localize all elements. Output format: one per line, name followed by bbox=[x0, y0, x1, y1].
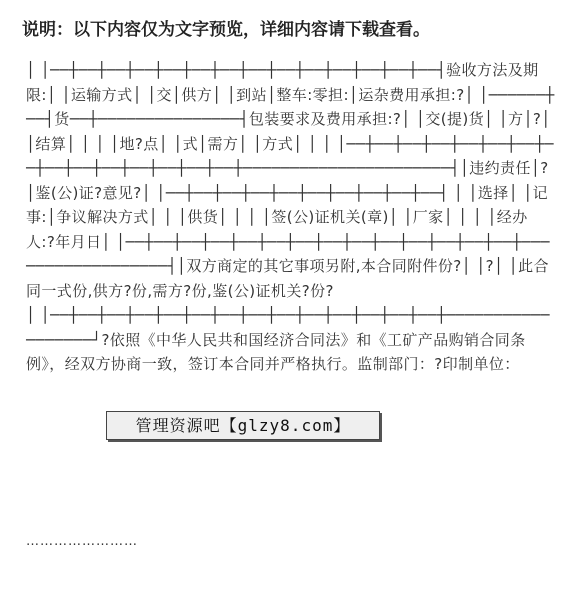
preview-notice: 说明：以下内容仅为文字预览，详细内容请下载查看。 bbox=[22, 20, 430, 40]
site-watermark: 管理资源吧【glzy8.com】 bbox=[106, 411, 380, 440]
document-body bbox=[26, 58, 556, 377]
contract-paragraph: │ │──┼──┼──┼──┼──┼──┼──┼──┼──┼──┼──┼──┼──┼──┼──────────────────┘?依照《中华人民共和国经济合同法》和《工矿产品购销合同条例》，经双方协商一致，签订本合同并严格执行。监制部门：?印制单位： bbox=[26, 306, 550, 373]
contract-paragraph: │ │──┼──┼──┼──┼──┼──┼──┼──┼──┼──┼──┼──┼──┼──┤验收方法及期限:│ │运输方式│ │交│供方│ │到站│整车:零担:│运杂费用承担:?│ │──────┼──┤货──┼───────────────┤包装要求及费用承担:?│ │交(提)货│ │方│?│ │结算│ │ │ │地?点│ │式│需方│ │方式│ │ │ │──┼──┼──┼──┼──┼──┼──┼──┼──┼──┼──┼──┼──┼──┼──┼──────────────────────┤│违约责任│?│鉴(公)证?意见?│ │──┼──┼──┼──┼──┼──┼──┼──┼──┼──┤ │ │选择│ │记事:│争议解决方式│ │ │供货│ │ │ │签(公)证机关(章)│ │厂家│ │ │ │经办人:?年月日│ │──┼──┼──┼──┼──┼──┼──┼──┼──┼──┼──┼──┼──┼──┼──────────────────┤│双方商定的其它事项另附,本合同附件份?│ │?│ │此合同一式份,供方?份,需方?份,鉴(公)证机关?份? bbox=[26, 61, 555, 300]
ellipsis: …………………… bbox=[26, 534, 138, 549]
